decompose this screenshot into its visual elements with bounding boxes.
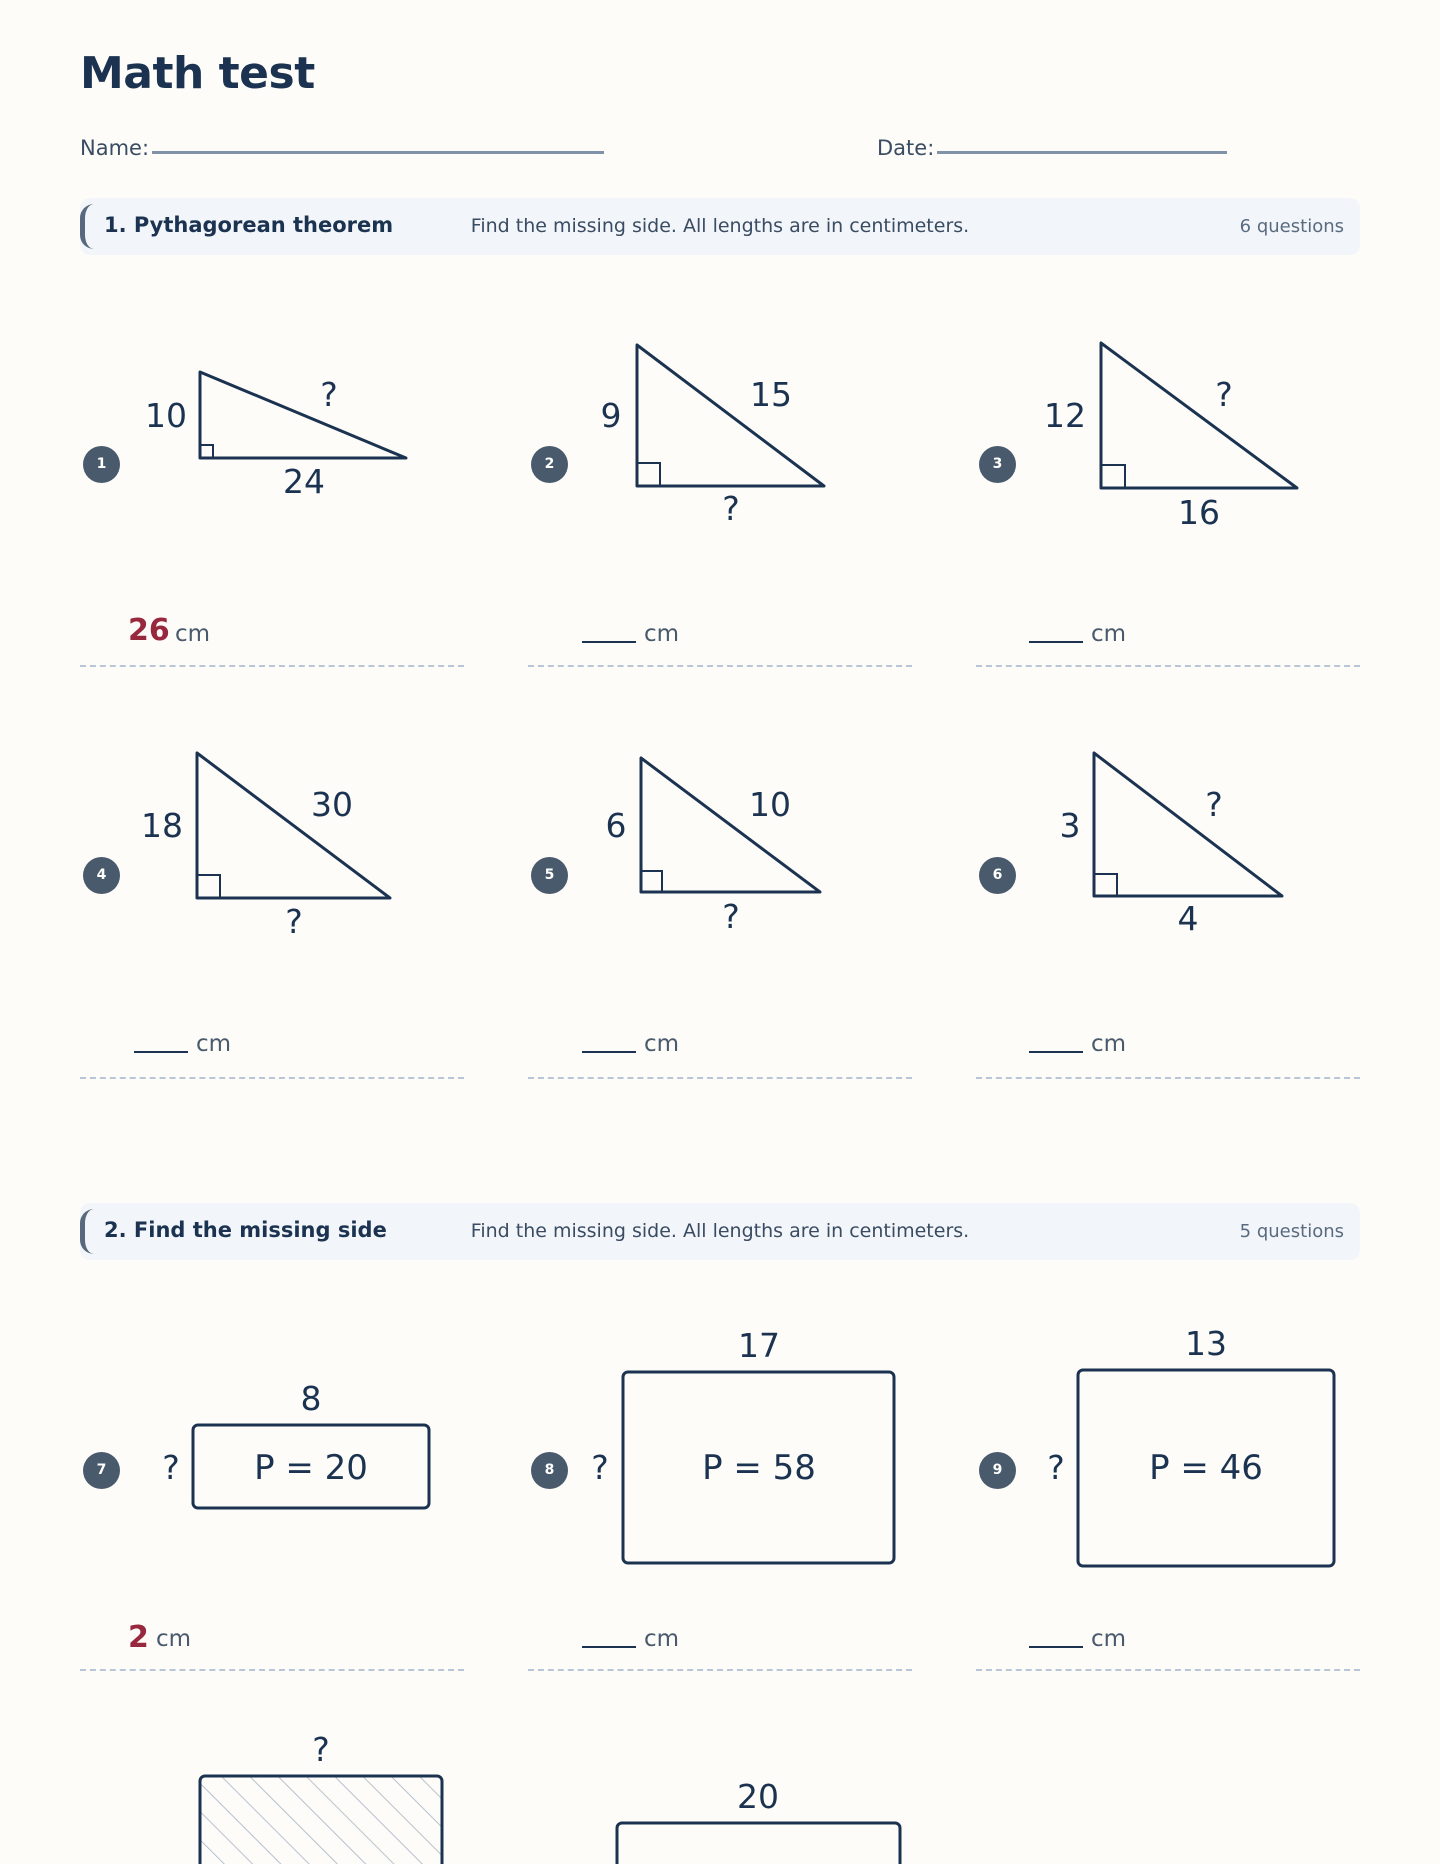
answer-unit: cm (156, 1626, 192, 1652)
question-count: 5 questions (1239, 1221, 1344, 1242)
question-number-badge: 3 (979, 446, 1016, 483)
rectangle-top-label: 20 (737, 1777, 779, 1816)
question-number-badge: 4 (83, 857, 120, 894)
question-number-badge: 1 (83, 446, 120, 483)
question-number-badge: 2 (531, 446, 568, 483)
hypotenuse-label: ? (1215, 375, 1233, 414)
question-number-badge: 6 (979, 857, 1016, 894)
hypotenuse-label: ? (1205, 785, 1223, 824)
name-label: Name: (80, 136, 150, 160)
answer-unit: cm (644, 1626, 680, 1652)
rectangle-top-label: 13 (1185, 1324, 1227, 1363)
question-number-badge: 9 (979, 1452, 1016, 1489)
answer-unit: cm (644, 1031, 680, 1057)
answer-value: 2 (128, 1620, 149, 1655)
leg-vertical-label: 3 (1059, 806, 1081, 845)
answer-unit: cm (196, 1031, 232, 1057)
perimeter-label: P = 46 (1149, 1448, 1263, 1488)
answer-unit: cm (1091, 621, 1127, 647)
date-label: Date: (877, 136, 935, 160)
rectangle-side-label: ? (162, 1448, 180, 1487)
section-instructions: Find the missing side. All lengths are in centimeters. (470, 215, 970, 237)
question-count: 6 questions (1239, 216, 1344, 237)
perimeter-label: P = 20 (254, 1448, 368, 1488)
rectangle-side-label: ? (591, 1448, 609, 1487)
leg-horizontal-label: ? (722, 897, 740, 936)
leg-horizontal-label: ? (722, 489, 740, 528)
question-number-badge: 5 (531, 857, 568, 894)
answer-unit: cm (175, 621, 211, 647)
answer-unit: cm (1091, 1626, 1127, 1652)
leg-horizontal-label: 16 (1178, 493, 1220, 532)
page-title: Math test (80, 48, 315, 99)
leg-vertical-label: 18 (141, 806, 183, 845)
question-number-badge: 8 (531, 1452, 568, 1489)
leg-horizontal-label: 4 (1177, 899, 1199, 938)
leg-vertical-label: 9 (600, 396, 622, 435)
answer-unit: cm (644, 621, 680, 647)
hypotenuse-label: 15 (750, 375, 792, 414)
answer-unit: cm (1091, 1031, 1127, 1057)
hypotenuse-label: ? (320, 375, 338, 414)
rectangle-side-label: ? (1047, 1448, 1065, 1487)
leg-vertical-label: 10 (145, 396, 187, 435)
section-instructions: Find the missing side. All lengths are in centimeters. (470, 1220, 970, 1242)
hypotenuse-label: 10 (749, 785, 791, 824)
hypotenuse-label: 30 (311, 785, 353, 824)
question-number-badge: 7 (83, 1452, 120, 1489)
leg-horizontal-label: 24 (283, 462, 325, 501)
rectangle-top-label: 8 (300, 1379, 322, 1418)
section-title: 1. Pythagorean theorem (104, 213, 394, 237)
leg-horizontal-label: ? (285, 902, 303, 941)
section-title: 2. Find the missing side (104, 1218, 387, 1242)
perimeter-label: P = 58 (702, 1448, 816, 1488)
rectangle-top-label: 17 (738, 1326, 780, 1365)
leg-vertical-label: 12 (1044, 396, 1086, 435)
leg-vertical-label: 6 (605, 806, 627, 845)
rectangle-top-label: ? (312, 1730, 330, 1769)
answer-value: 26 (128, 613, 170, 648)
